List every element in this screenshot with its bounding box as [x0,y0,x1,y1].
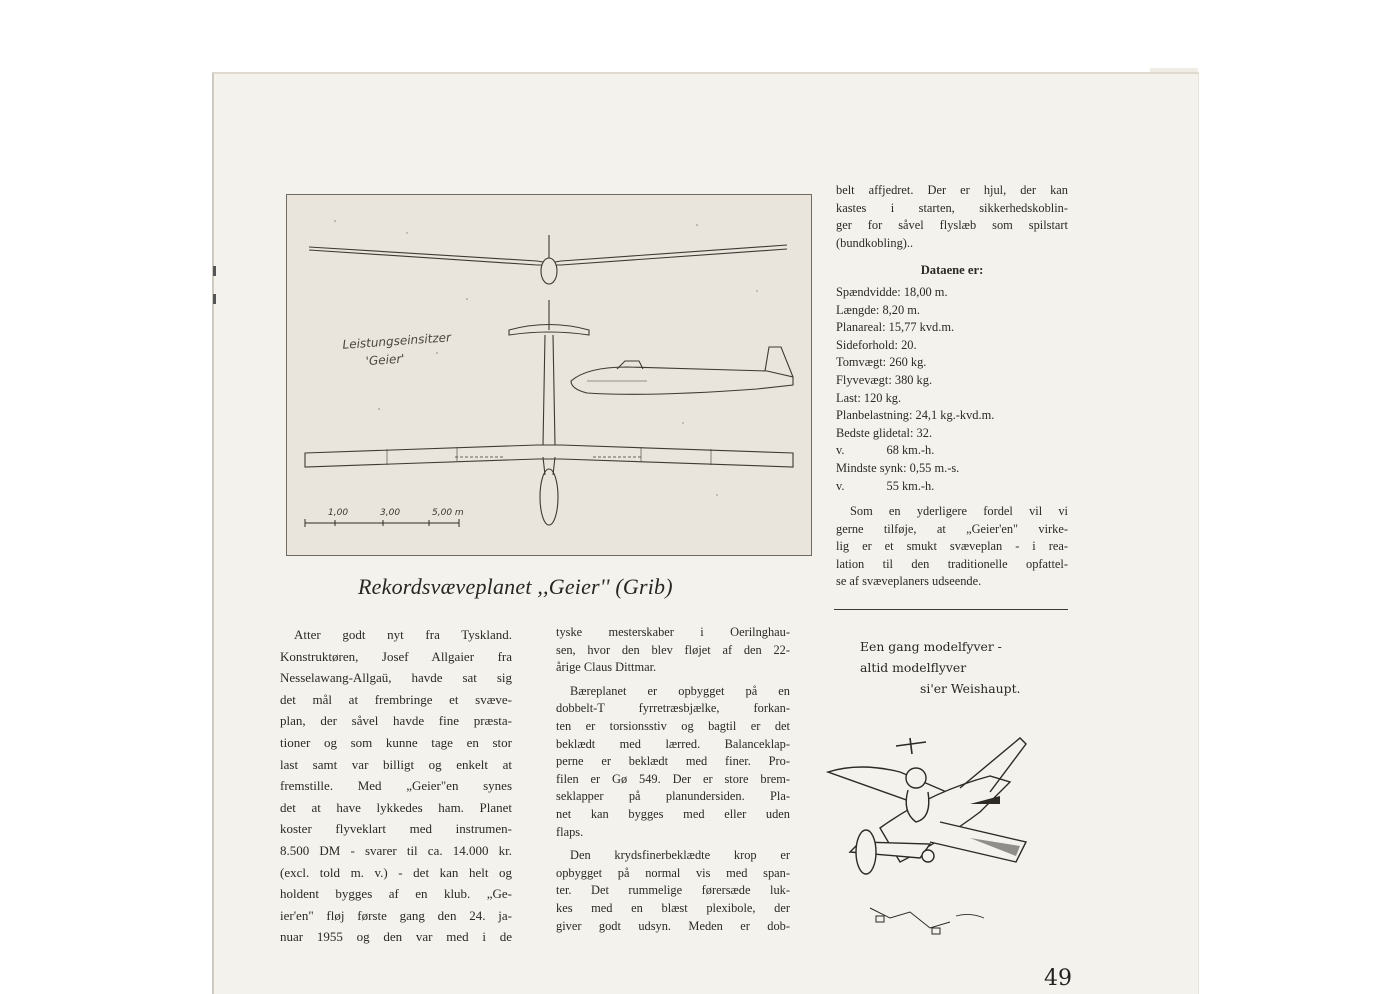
text-line: tyske mesterskaber i Oerilnghau- [556,625,790,639]
spec-row [836,407,1068,425]
cartoon-lower-wing [930,822,1026,862]
glider-drawing-svg [287,195,811,555]
spec-row [836,425,1068,443]
spec-value: 55 km.-h. [886,478,935,493]
quote-line: altid modelflyver [860,660,967,675]
spec-value: 8,20 m. [882,302,921,317]
text-line: Som en yderligere fordel vil vi [850,504,1068,519]
spec-row [836,319,1068,337]
article-column-3 [836,182,1068,591]
text-line: Bæreplanet er opbygget på en [570,683,790,698]
modelflyver-quote [860,636,1044,699]
text-line: se af svæveplaners udseende. [836,574,982,589]
spec-row [836,460,1068,478]
article-column-2 [556,624,790,935]
figure-caption-line1: Leistungseinsitzer [342,330,452,352]
text-line: årige Claus Dittmar. [556,660,657,675]
text-line: ger for såvel flyslæb som spilstart [836,218,1068,233]
text-line: beklædt med lærred. Balanceklap- [556,736,790,751]
spec-label: Last: [836,390,861,405]
figure-caption [342,328,453,371]
text-line: det at have lykkedes ham. Planet [280,799,512,815]
cartoon-illustration [820,732,1040,944]
specs-heading: Dataene er: [920,263,984,278]
spec-label: v. [836,443,845,458]
text-line: holdent bygges af en klub. „Ge- [280,886,512,902]
front-view [309,235,787,284]
text-line: Atter godt nyt fra Tyskland. [294,627,512,642]
text-line: sen, hvor den blev fløjet af den 22- [556,642,790,657]
text-line: (excl. told m. v.) - det kan helt og [280,864,512,880]
cartoon-propeller [856,830,876,874]
spec-row [836,390,1068,408]
text-line: filen er Gø 549. Der er store brem- [556,771,790,786]
scale-bar [305,519,459,527]
specs-list [836,284,1068,495]
article-headline: Rekordsvæveplanet ,,Geier'' (Grib) [358,574,673,599]
spec-value: 15,77 kvd.m. [888,320,955,335]
spec-value: 24,1 kg.-kvd.m. [915,408,995,423]
text-line: Nesselawang-Allgaü, havde sat sig [280,670,512,686]
spec-label: Planbelastning: [836,408,913,423]
spec-row [836,442,1068,460]
spec-row [836,478,1068,496]
article-column-1 [280,624,512,948]
spec-value: 120 kg. [863,390,902,405]
spec-value: 0,55 m.-s. [909,460,960,475]
spec-value: 68 km.-h. [886,443,935,458]
cartoon-model-plane [896,738,926,754]
text-line: perne er beklædt med finer. Pro- [556,754,790,769]
text-line: ier'en" fløj første gang den 24. ja- [280,907,512,923]
scale-label: 5,00 m [432,508,464,518]
text-line: last samt var billigt og enkelt at [280,756,512,772]
closing-paragraph [836,503,1068,591]
spec-value: 20. [901,337,917,352]
spec-row [836,302,1068,320]
text-line: nuar 1955 og den var med i de [280,929,512,945]
scale-label: 3,00 [380,508,401,518]
paragraph [556,847,790,935]
spec-label: Flyvevægt: [836,372,892,387]
text-line: det mål at frembringe et svæve- [280,691,512,707]
text-line: lation til den traditionelle opfattel- [836,556,1068,571]
text-line: opbygget på normal vis med span- [556,865,790,880]
text-line: lig er et smukt svæveplan - i rea- [836,539,1068,554]
text-line: koster flyveklart med instrumen- [280,821,512,837]
text-line: giver godt udsyn. Meden er dob- [556,918,790,933]
staple-mark [213,266,216,276]
text-line: (bundkobling).. [836,235,914,250]
text-line: belt affjedret. Der er hjul, der kan [836,183,1068,197]
spec-row [836,337,1068,355]
glider-three-view-drawing [286,194,812,556]
text-line: ter. Det rummelige førersæde luk- [556,883,790,898]
text-line: net kan bygges med eller uden [556,806,790,821]
text-line: kastes i starten, sikkerhedskoblin- [836,200,1068,215]
spec-label: Planareal: [836,320,886,335]
scale-label: 1,00 [328,508,349,518]
spec-value: 18,00 m. [903,284,948,299]
text-line: dobbelt-T fyrretræsbjælke, forkan- [556,701,790,716]
spec-value: 260 kg. [889,355,927,370]
spec-label: Tomvægt: [836,355,887,370]
spec-label: Sideforhold: [836,337,898,352]
text-line: Konstruktøren, Josef Allgaier fra [280,648,512,664]
section-divider [834,609,1068,610]
text-line: kes med en blæst plexibole, der [556,900,790,915]
text-line: Den krydsfinerbeklædte krop er [570,848,790,863]
spec-label: Bedste glidetal: [836,425,914,440]
text-line: 8.500 DM - svarer til ca. 14.000 kr. [280,842,512,858]
page-number: 49 [1044,966,1072,991]
text-line: fremstille. Med „Geier"en synes [280,778,512,794]
text-line: plan, der såvel havde fine præsta- [280,713,512,729]
spec-label: Mindste synk: [836,460,907,475]
spec-label: Spændvidde: [836,284,901,299]
spec-value: 32. [916,425,933,440]
text-line: tioner og som kunne tage en stor [280,734,512,750]
spec-label: Længde: [836,302,880,317]
side-view [571,347,793,394]
quote-line: Een gang modelfyver - [860,639,1002,654]
text-line: seklapper på planundersiden. Pla- [556,789,790,804]
paragraph [556,624,790,677]
figure-caption-line2: 'Geier' [365,351,406,369]
paragraph [556,683,790,841]
cartoon-pilot-head [906,768,926,788]
text-line: ten er torsionsstiv og bagtil er det [556,718,790,733]
spec-label: v. [836,478,845,493]
text-line: gerne tilføje, at „Geier'en" virke- [836,521,1068,536]
spec-row [836,354,1068,372]
spec-row [836,372,1068,390]
spec-value: 380 kg. [894,372,933,387]
spec-row [836,284,1068,302]
staple-mark [213,294,216,304]
cartoon-svg [820,732,1040,944]
text-line: flaps. [556,824,584,839]
quote-line: si'er Weishaupt. [920,681,1021,696]
